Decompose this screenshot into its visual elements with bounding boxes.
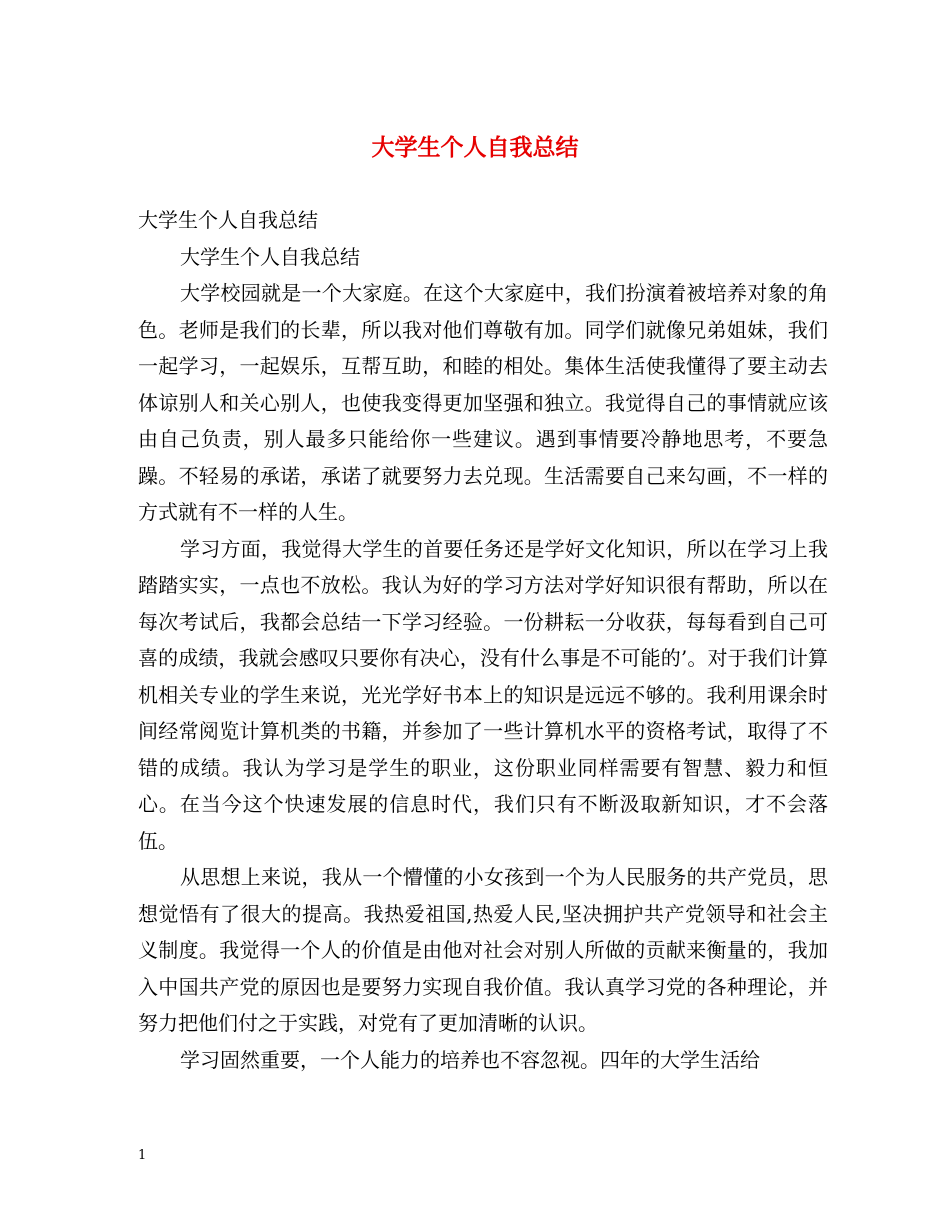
paragraph-ideology: 从思想上来说，我从一个懵懂的小女孩到一个为人民服务的共产党员，思想觉悟有了很大的提高。我热爱祖国,热爱人民,坚决拥护共产党领导和社会主义制度。我觉得一个人的价值是由他对社会对别人所做的贡献来衡量的，我加入中国共产党的原因也是要努力实现自我价值。我认真学习党的各种理论，并努力把他们付之于实践，对党有了更加清晰的认识。	[138, 865, 828, 1035]
document-body	[138, 202, 828, 1078]
document-title: 大学生个人自我总结	[371, 134, 579, 161]
paragraph-study: 学习方面，我觉得大学生的首要任务还是学好文化知识，所以在学习上我踏踏实实，一点也不放松。我认为好的学习方法对学好知识很有帮助，所以在每次考试后，我都会总结一下学习经验。一份耕耘一分收获，每每看到自己可喜的成绩，我就会感叹只要你有决心，没有什么事是不可能的’。对于我们计算机相关专业的学生来说，光光学好书本上的知识是远远不够的。我利用课余时间经常阅览计算机类的书籍，并参加了一些计算机水平的资格考试，取得了不错的成绩。我认为学习是学生的职业，这份职业同样需要有智慧、毅力和恒心。在当今这个快速发展的信息时代，我们只有不断汲取新知识，才不会落伍。	[138, 536, 828, 853]
paragraph-campus-life: 大学校园就是一个大家庭。在这个大家庭中，我们扮演着被培养对象的角色。老师是我们的长辈，所以我对他们尊敬有加。同学们就像兄弟姐妹，我们一起学习，一起娱乐，互帮互助，和睦的相处。集体生活使我懂得了要主动去体谅别人和关心别人，也使我变得更加坚强和独立。我觉得自己的事情就应该由自己负责，别人最多只能给你一些建议。遇到事情要冷静地思考，不要急躁。不轻易的承诺，承诺了就要努力去兑现。生活需要自己来勾画，不一样的方式就有不一样的人生。	[138, 281, 828, 524]
page-number: 1	[138, 1148, 147, 1163]
subheading-line: 大学生个人自我总结	[180, 244, 360, 269]
heading-line: 大学生个人自我总结	[138, 208, 318, 232]
paragraph-ability: 学习固然重要，一个人能力的培养也不容忽视。四年的大学生活给	[180, 1047, 760, 1072]
